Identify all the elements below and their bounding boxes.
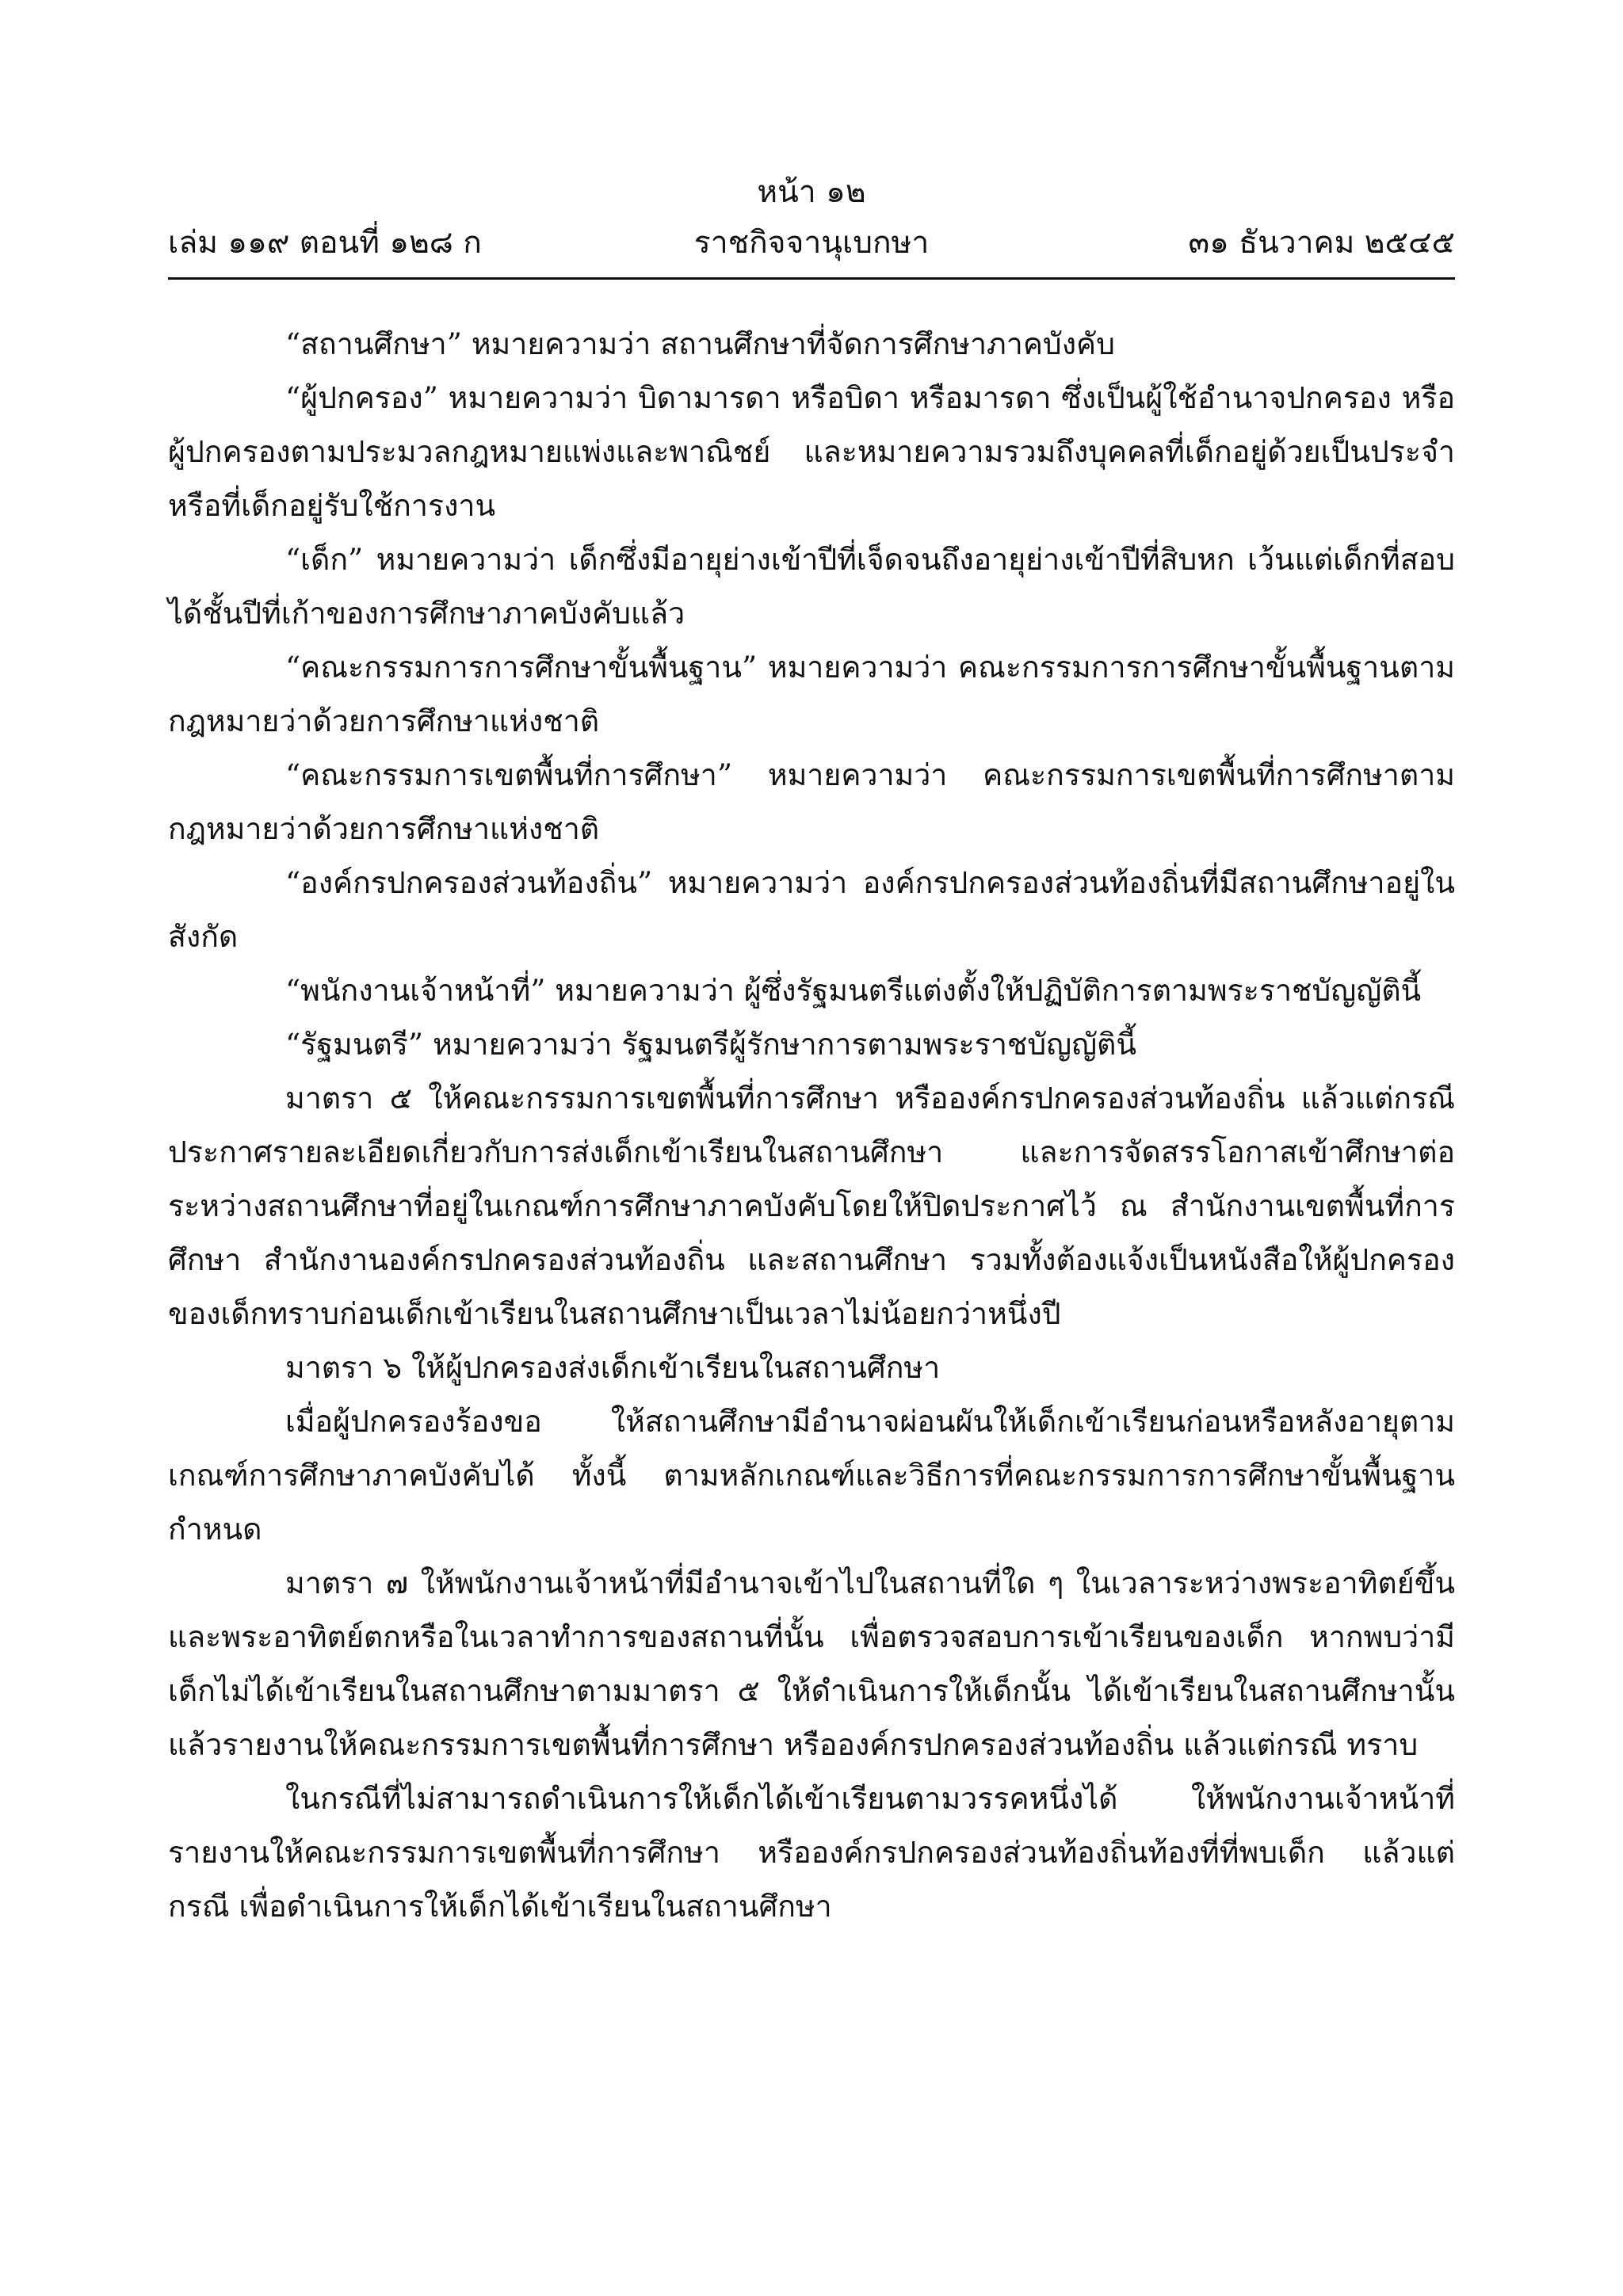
section-6: มาตรา ๖ ให้ผู้ปกครองส่งเด็กเข้าเรียนในสถานศึกษา: [285, 1350, 941, 1385]
definition-school: “สถานศึกษา” หมายความว่า สถานศึกษาที่จัดการศึกษาภาคบังคับ: [285, 326, 1115, 361]
definition-child: “เด็ก” หมายความว่า เด็กซึ่งมีอายุย่างเข้าปีที่เจ็ดจนถึงอายุย่างเข้าปีที่สิบหก เว้นแต่เด็กที่สอบได้ชั้นปีที่เก้าของการศึกษาภาคบังคับแล้ว: [168, 542, 1455, 631]
section-6-paragraph-2: เมื่อผู้ปกครองร้องขอ ให้สถานศึกษามีอำนาจผ่อนผันให้เด็กเข้าเรียนก่อนหรือหลังอายุตามเกณฑ์การศึกษาภาคบังคับได้ ทั้งนี้ ตามหลักเกณฑ์และวิธีการที่คณะกรรมการการศึกษาขั้นพื้นฐานกำหนด: [168, 1404, 1455, 1547]
section-7-paragraph-2: ในกรณีที่ไม่สามารถดำเนินการให้เด็กได้เข้าเรียนตามวรรคหนึ่งได้ ให้พนักงานเจ้าหน้าที่รายงานให้คณะกรรมการเขตพื้นที่การศึกษา หรือองค์กรปกครองส่วนท้องถิ่นท้องที่ที่พบเด็ก แล้วแต่กรณี เพื่อดำเนินการให้เด็กได้เข้าเรียนในสถานศึกษา: [168, 1781, 1455, 1924]
definition-official: “พนักงานเจ้าหน้าที่” หมายความว่า ผู้ซึ่งรัฐมนตรีแต่งตั้งให้ปฏิบัติการตามพระราชบัญญัตินี้: [285, 973, 1422, 1008]
definition-area-committee: “คณะกรรมการเขตพื้นที่การศึกษา” หมายความว่า คณะกรรมการเขตพื้นที่การศึกษาตามกฎหมายว่าด้วยการศึกษาแห่งชาติ: [168, 757, 1455, 846]
definition-guardian: “ผู้ปกครอง” หมายความว่า บิดามารดา หรือบิดา หรือมารดา ซึ่งเป็นผู้ใช้อำนาจปกครอง หรือผู้ปกครองตามประมวลกฎหมายแพ่งและพาณิชย์ และหมายความรวมถึงบุคคลที่เด็กอยู่ด้วยเป็นประจำ หรือที่เด็กอยู่รับใช้การงาน: [168, 380, 1455, 523]
header-rule: [168, 277, 1455, 280]
definition-basic-education-committee: “คณะกรรมการการศึกษาขั้นพื้นฐาน” หมายความว่า คณะกรรมการการศึกษาขั้นพื้นฐานตามกฎหมายว่าด้วยการศึกษาแห่งชาติ: [168, 650, 1455, 738]
page-number: หน้า ๑๒: [757, 174, 866, 210]
section-7: มาตรา ๗ ให้พนักงานเจ้าหน้าที่มีอำนาจเข้าไปในสถานที่ใด ๆ ในเวลาระหว่างพระอาทิตย์ขึ้นและพระอาทิตย์ตกหรือในเวลาทำการของสถานที่นั้น เพื่อตรวจสอบการเข้าเรียนของเด็ก หากพบว่ามีเด็กไม่ได้เข้าเรียนในสถานศึกษาตามมาตรา ๕ ให้ดำเนินการให้เด็กนั้น ได้เข้าเรียนในสถานศึกษานั้นแล้วรายงานให้คณะกรรมการเขตพื้นที่การศึกษา หรือองค์กรปกครองส่วนท้องถิ่น แล้วแต่กรณี ทราบ: [168, 1566, 1455, 1762]
section-5: มาตรา ๕ ให้คณะกรรมการเขตพื้นที่การศึกษา หรือองค์กรปกครองส่วนท้องถิ่น แล้วแต่กรณี ประกาศรายละเอียดเกี่ยวกับการส่งเด็กเข้าเรียนในสถานศึกษา และการจัดสรรโอกาสเข้าศึกษาต่อระหว่างสถานศึกษาที่อยู่ในเกณฑ์การศึกษาภาคบังคับโดยให้ปิดประกาศไว้ ณ สำนักงานเขตพื้นที่การศึกษา สำนักงานองค์กรปกครองส่วนท้องถิ่น และสถานศึกษา รวมทั้งต้องแจ้งเป็นหนังสือให้ผู้ปกครองของเด็กทราบก่อนเด็กเข้าเรียนในสถานศึกษาเป็นเวลาไม่น้อยกว่าหนึ่งปี: [168, 1081, 1455, 1331]
volume-issue: เล่ม ๑๑๙ ตอนที่ ๑๒๘ ก: [168, 225, 482, 261]
document-body: [168, 317, 1455, 1933]
gazette-title: ราชกิจจานุเบกษา: [693, 225, 930, 261]
definition-local-organization: “องค์กรปกครองส่วนท้องถิ่น” หมายความว่า องค์กรปกครองส่วนท้องถิ่นที่มีสถานศึกษาอยู่ในสังกัด: [168, 865, 1455, 954]
publication-date: ๓๑ ธันวาคม ๒๕๔๕: [1188, 225, 1455, 261]
definition-minister: “รัฐมนตรี” หมายความว่า รัฐมนตรีผู้รักษาการตามพระราชบัญญัตินี้: [285, 1027, 1137, 1062]
